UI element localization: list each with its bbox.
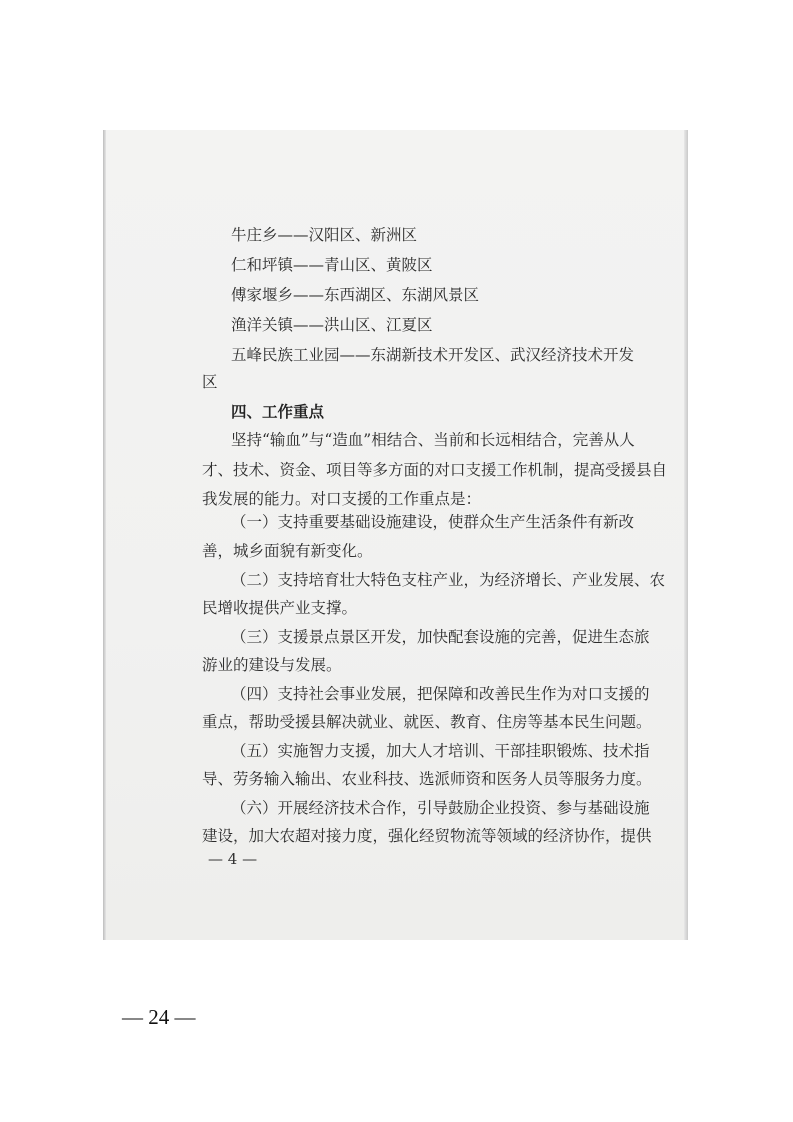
scanned-page [103, 130, 688, 940]
scan-right-edge [684, 130, 688, 940]
list-item-line: 游业的建设与发展。 [202, 656, 342, 674]
list-item-line: （二）支持培育壮大特色支柱产业，为经济增长、产业发展、农 [231, 571, 666, 589]
list-item-line: 善，城乡面貌有新变化。 [202, 542, 373, 560]
mapping-line-cont: 区 [202, 373, 218, 391]
list-item-line: （六）开展经济技术合作，引导鼓励企业投资、参与基础设施 [231, 799, 650, 817]
paragraph-line: 我发展的能力。对口支援的工作重点是： [202, 490, 482, 508]
paragraph-line: 才、技术、资金、项目等多方面的对口支援工作机制，提高受援县自 [202, 461, 668, 479]
list-item-line: （三）支援景点景区开发，加快配套设施的完善，促进生态旅 [231, 628, 650, 646]
list-item-line: 导、劳务输入输出、农业科技、选派师资和医务人员等服务力度。 [202, 770, 652, 788]
list-item-line: （五）实施智力支援，加大人才培训、干部挂职锻炼、技术指 [231, 742, 650, 760]
mapping-line: 傅家堰乡——东西湖区、东湖风景区 [231, 286, 480, 304]
list-item-line: 重点，帮助受援县解决就业、就医、教育、住房等基本民生问题。 [202, 713, 652, 731]
inner-page-number: — 4 — [208, 850, 258, 868]
mapping-line: 仁和坪镇——青山区、黄陂区 [231, 256, 433, 274]
paragraph-line: 坚持“输血”与“造血”相结合、当前和长远相结合，完善从人 [231, 431, 635, 449]
mapping-line: 牛庄乡——汉阳区、新洲区 [231, 226, 418, 244]
scan-left-edge [103, 130, 106, 940]
outer-page-number: — 24 — [122, 1005, 196, 1029]
section-heading: 四、工作重点 [231, 403, 325, 421]
list-item-line: （一）支持重要基础设施建设，使群众生产生活条件有新改 [231, 513, 635, 531]
list-item-line: 建设，加大农超对接力度，强化经贸物流等领域的经济协作，提供 [202, 827, 652, 845]
mapping-line: 五峰民族工业园——东湖新技术开发区、武汉经济技术开发 [231, 346, 635, 364]
mapping-line: 渔洋关镇——洪山区、江夏区 [231, 316, 433, 334]
list-item-line: 民增收提供产业支撑。 [202, 599, 358, 617]
list-item-line: （四）支持社会事业发展，把保障和改善民生作为对口支援的 [231, 685, 650, 703]
